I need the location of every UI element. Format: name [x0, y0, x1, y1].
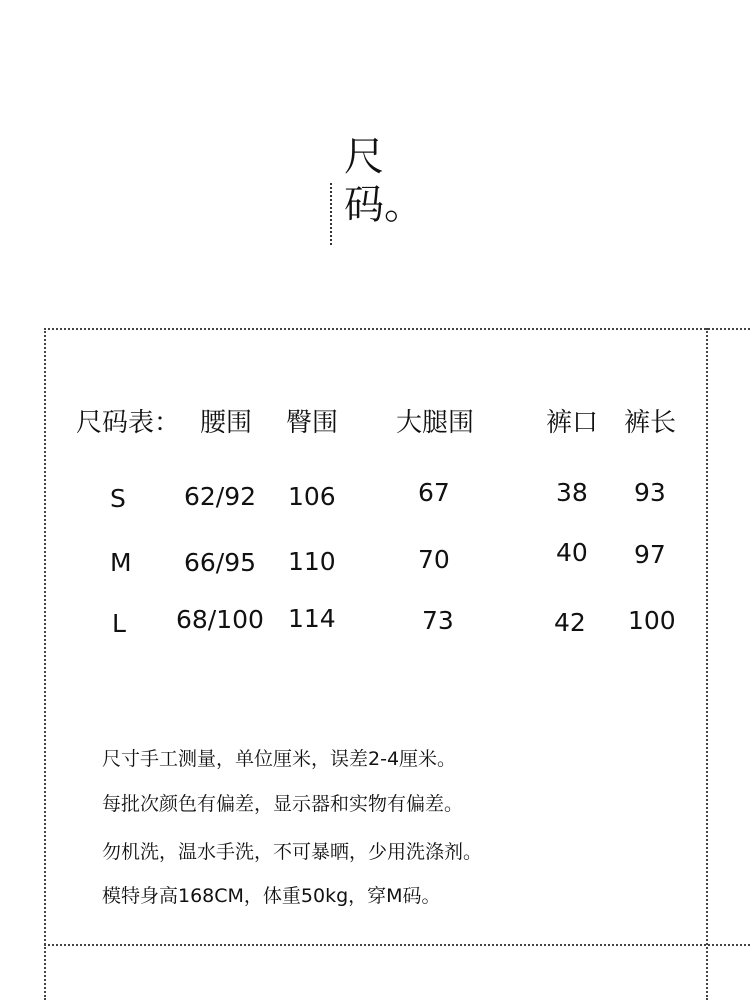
column-header-waist: 腰围 — [200, 408, 253, 438]
row-l-hip: 114 — [288, 604, 336, 633]
row-s-thigh: 67 — [418, 478, 450, 507]
row-size-s: S — [110, 484, 126, 513]
column-header-hem: 裤口 — [546, 408, 599, 438]
note-model: 模特身高168CM，体重50kg，穿M码。 — [102, 885, 441, 907]
title-char-2: 码。 — [344, 182, 424, 228]
note-measurement: 尺寸手工测量，单位厘米，误差2-4厘米。 — [102, 748, 457, 770]
table-frame-left — [44, 328, 46, 1000]
row-s-hip: 106 — [288, 482, 336, 511]
row-m-waist: 66/95 — [184, 548, 257, 577]
title-char-1: 尺 — [344, 134, 384, 180]
column-header-length: 裤长 — [624, 408, 677, 438]
column-header-thigh: 大腿围 — [396, 408, 475, 438]
row-s-length: 93 — [634, 478, 666, 507]
row-s-waist: 62/92 — [184, 482, 257, 511]
row-m-length: 97 — [634, 540, 666, 569]
table-frame-top — [44, 328, 750, 330]
row-s-hem: 38 — [556, 478, 588, 507]
row-l-waist: 68/100 — [176, 605, 264, 634]
row-m-hem: 40 — [556, 538, 588, 567]
row-size-m: M — [110, 548, 132, 577]
table-frame-bottom — [44, 944, 750, 946]
page-title — [330, 134, 424, 250]
table-frame-right — [706, 328, 708, 1000]
note-color: 每批次颜色有偏差，显示器和实物有偏差。 — [102, 793, 464, 815]
row-l-hem: 42 — [554, 608, 586, 637]
row-size-l: L — [112, 609, 126, 638]
column-header-hip: 臀围 — [286, 408, 339, 438]
row-m-thigh: 70 — [418, 545, 450, 574]
row-m-hip: 110 — [288, 547, 336, 576]
row-l-thigh: 73 — [422, 606, 454, 635]
size-table-label: 尺码表： — [76, 408, 181, 438]
title-dotted-line — [330, 183, 332, 245]
row-l-length: 100 — [628, 606, 676, 635]
note-washing: 勿机洗，温水手洗，不可暴晒，少用洗涤剂。 — [102, 841, 483, 863]
